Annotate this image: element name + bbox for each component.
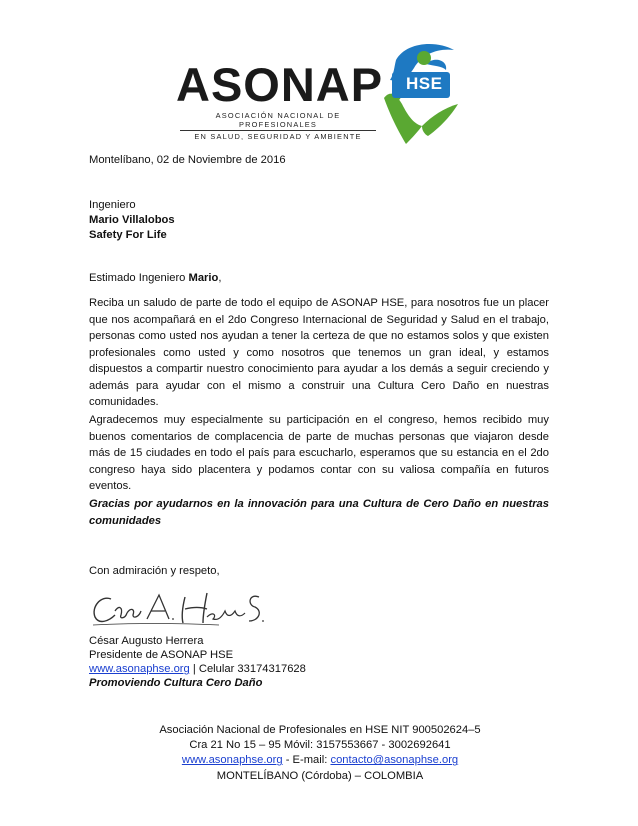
- footer-email-label: - E-mail:: [282, 754, 331, 767]
- salutation: [89, 270, 549, 287]
- salutation-suffix: ,: [218, 272, 222, 284]
- footer-line-4: MONTELÍBANO (Córdoba) – COLOMBIA: [216, 769, 424, 782]
- closing: Con admiración y respeto,: [89, 565, 220, 577]
- signer-website-link[interactable]: www.asonaphse.org: [89, 663, 190, 675]
- paragraph-2: Agradecemos muy especialmente su participación en el congreso, hemos recibido muy buenos comentarios de complacencia de parte de muchas personas que viajaron desde más de 15 ciudades en todo el país para escucharlo, esperamos que su estancia en el 2do congreso haya sido placentera y podamos contar con su valiosa compañía en futuros eventos.: [89, 414, 549, 492]
- logo-wordmark: ASONAP: [176, 58, 384, 111]
- footer-line-2: Cra 21 No 15 – 95 Móvil: 3157553667 - 3002692641: [189, 739, 451, 752]
- signer-name: César Augusto Herrera: [89, 635, 204, 647]
- salutation-prefix: Estimado Ingeniero: [89, 272, 189, 284]
- logo-subtitle-rule: [180, 130, 376, 131]
- letter-footer: [100, 723, 540, 784]
- letter-date: Montelíbano, 02 de Noviembre de 2016: [89, 154, 286, 166]
- logo-subtitle: [180, 111, 376, 141]
- paragraph-1: Reciba un saludo de parte de todo el equipo de ASONAP HSE, para nosotros fue un placer que nos acompañará en el 2do Congreso Internacional de Seguridad y Salud en el trabajo, personas como usted nos ayudan a tener la certeza de que no estamos solos y que existen profesionales como usted y como nosotros que tenemos un gran ideal, y estamos dispuestos a compartir nuestro conocimiento para ayudar a los demás a seguir creciendo y además para ayudar con el mismo a construir una Cultura Cero Daño en nuestras comunidades.: [89, 297, 549, 408]
- footer-line-3: [100, 753, 540, 768]
- signer-phone: | Celular 33174317628: [189, 663, 306, 675]
- handwritten-signature: [89, 585, 269, 633]
- footer-line-1: Asociación Nacional de Profesionales en HSE NIT 900502624–5: [159, 724, 481, 736]
- asonap-logo: [170, 38, 470, 148]
- recipient-title: Ingeniero: [89, 199, 136, 211]
- footer-email-link[interactable]: contacto@asonaphse.org: [330, 754, 459, 767]
- signer-motto: Promoviendo Cultura Cero Daño: [89, 677, 263, 689]
- salutation-name: Mario: [188, 272, 219, 284]
- logo-hse-badge: HSE: [406, 74, 443, 93]
- footer-website-link[interactable]: www.asonaphse.org: [181, 754, 283, 767]
- recipient-name: Mario Villalobos: [89, 214, 175, 226]
- highlight-message: Gracias por ayudarnos en la innovación para una Cultura de Cero Daño en nuestras comunidades: [89, 498, 549, 527]
- recipient-company: Safety For Life: [89, 229, 167, 241]
- logo-subtitle-line2: EN SALUD, SEGURIDAD Y AMBIENTE: [194, 132, 362, 141]
- signer-role: Presidente de ASONAP HSE: [89, 649, 234, 661]
- logo-subtitle-line1: ASOCIACIÓN NACIONAL DE PROFESIONALES: [215, 111, 341, 129]
